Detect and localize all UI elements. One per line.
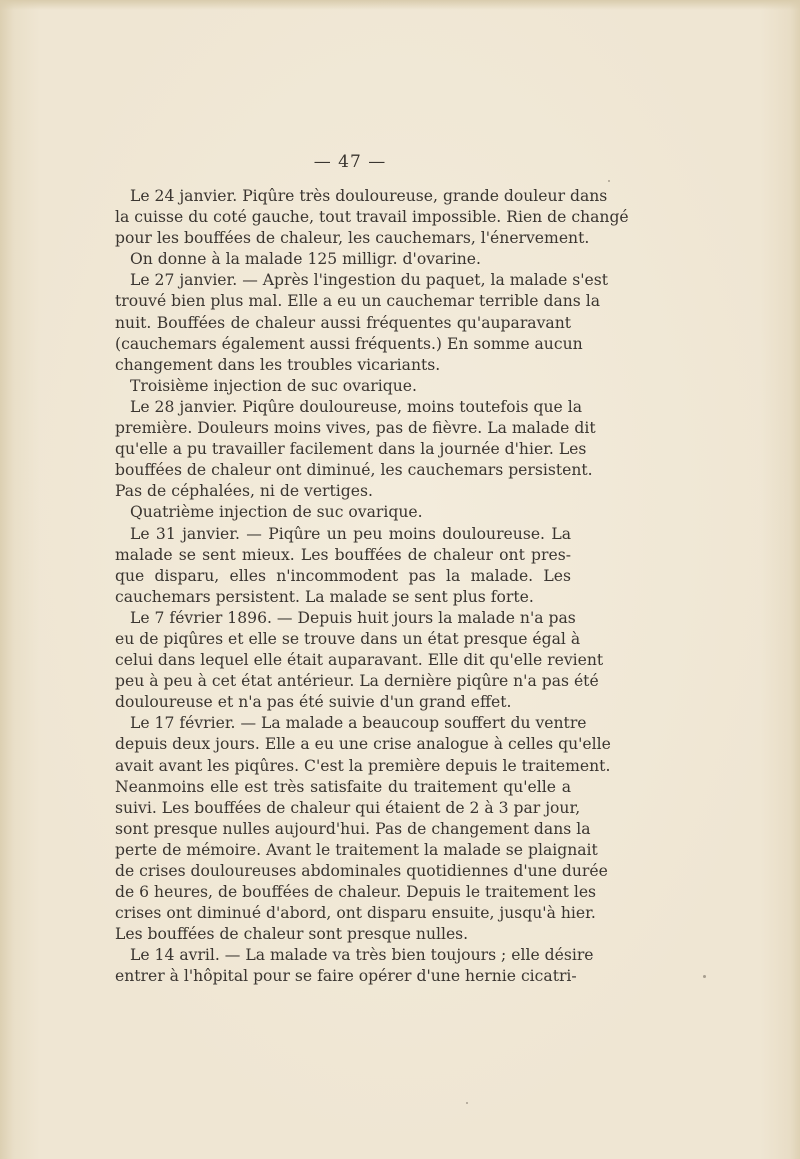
text-line: Le 27 janvier. — Après l'ingestion du paquet, la malade s'est [130,271,609,290]
text-line: de 6 heures, de bouffées de chaleur. Depuis le traitement les [115,883,597,902]
text-line: suivi. Les bouffées de chaleur qui étaient de 2 à 3 par jour, [115,798,581,817]
text-line: trouvé bien plus mal. Elle a eu un cauchemar terrible dans la [115,292,601,311]
text-line: depuis deux jours. Elle a eu une crise analogue à celles qu'elle [115,735,611,754]
paper-speck [703,975,706,978]
text-line: bouffées de chaleur ont diminué, les cauchemars persistent. [115,461,593,480]
paper-speck [608,180,610,182]
text-line: peu à peu à cet état antérieur. La dernière piqûre n'a pas été [115,672,599,691]
body-text [115,186,629,988]
text-line: celui dans lequel elle était auparavant. Elle dit qu'elle revient [115,651,604,670]
text-line: Le 28 janvier. Piqûre douloureuse, moins toutefois que la [130,397,582,416]
text-line: On donne à la malade 125 milligr. d'ovarine. [130,250,481,269]
text-line: Le 24 janvier. Piqûre très douloureuse, grande douleur dans [130,187,608,205]
text-line: sont presque nulles aujourd'hui. Pas de changement dans la [115,819,591,838]
text-line: avait avant les piqûres. C'est la première depuis le traitement. [115,756,611,775]
text-line: première. Douleurs moins vives, pas de fièvre. La malade dit [115,419,596,438]
text-line: crises ont diminué d'abord, ont disparu ensuite, jusqu'à hier. [115,904,596,923]
text-line: Troisième injection de suc ovarique. [130,376,417,395]
text-line: (cauchemars également aussi fréquents.) En somme aucun [115,334,583,353]
text-line: Pas de céphalées, ni de vertiges. [115,482,373,501]
text-line: Le 7 février 1896. — Depuis huit jours la malade n'a pas [130,608,576,627]
text-line: que disparu, elles n'incommodent pas la malade. Les [115,566,571,585]
page-number: — 47 — [313,152,387,172]
page-edge-shadow [0,0,800,10]
text-line: Le 14 avril. — La malade va très bien toujours ; elle désire [130,946,594,965]
text-line: changement dans les troubles vicariants. [115,355,441,374]
text-line: pour les bouffées de chaleur, les cauchemars, l'énervement. [115,229,590,248]
text-line: Quatrième injection de suc ovarique. [130,503,423,522]
paper-speck [466,1102,468,1104]
text-line: Neanmoins elle est très satisfaite du traitement qu'elle a [115,777,571,796]
text-line: de crises douloureuses abdominales quotidiennes d'une durée [115,862,608,880]
text-line: entrer à l'hôpital pour se faire opérer d'une hernie cicatri- [115,967,577,986]
text-line: Les bouffées de chaleur sont presque nulles. [115,925,469,944]
text-line: Le 17 février. — La malade a beaucoup souffert du ventre [130,714,587,733]
text-line: la cuisse du coté gauche, tout travail impossible. Rien de changé [115,208,629,227]
text-line: douloureuse et n'a pas été suivie d'un grand effet. [115,693,512,712]
text-line: eu de piqûres et elle se trouve dans un état presque égal à [115,629,581,648]
text-line: perte de mémoire. Avant le traitement la malade se plaignait [115,840,598,859]
text-line: qu'elle a pu travailler facilement dans la journée d'hier. Les [115,440,587,459]
text-line: malade se sent mieux. Les bouffées de chaleur ont pres- [115,545,571,564]
text-line: cauchemars persistent. La malade se sent plus forte. [115,587,534,606]
text-line: Le 31 janvier. — Piqûre un peu moins douloureuse. La [130,524,571,543]
text-line: nuit. Bouffées de chaleur aussi fréquentes qu'auparavant [115,313,571,332]
